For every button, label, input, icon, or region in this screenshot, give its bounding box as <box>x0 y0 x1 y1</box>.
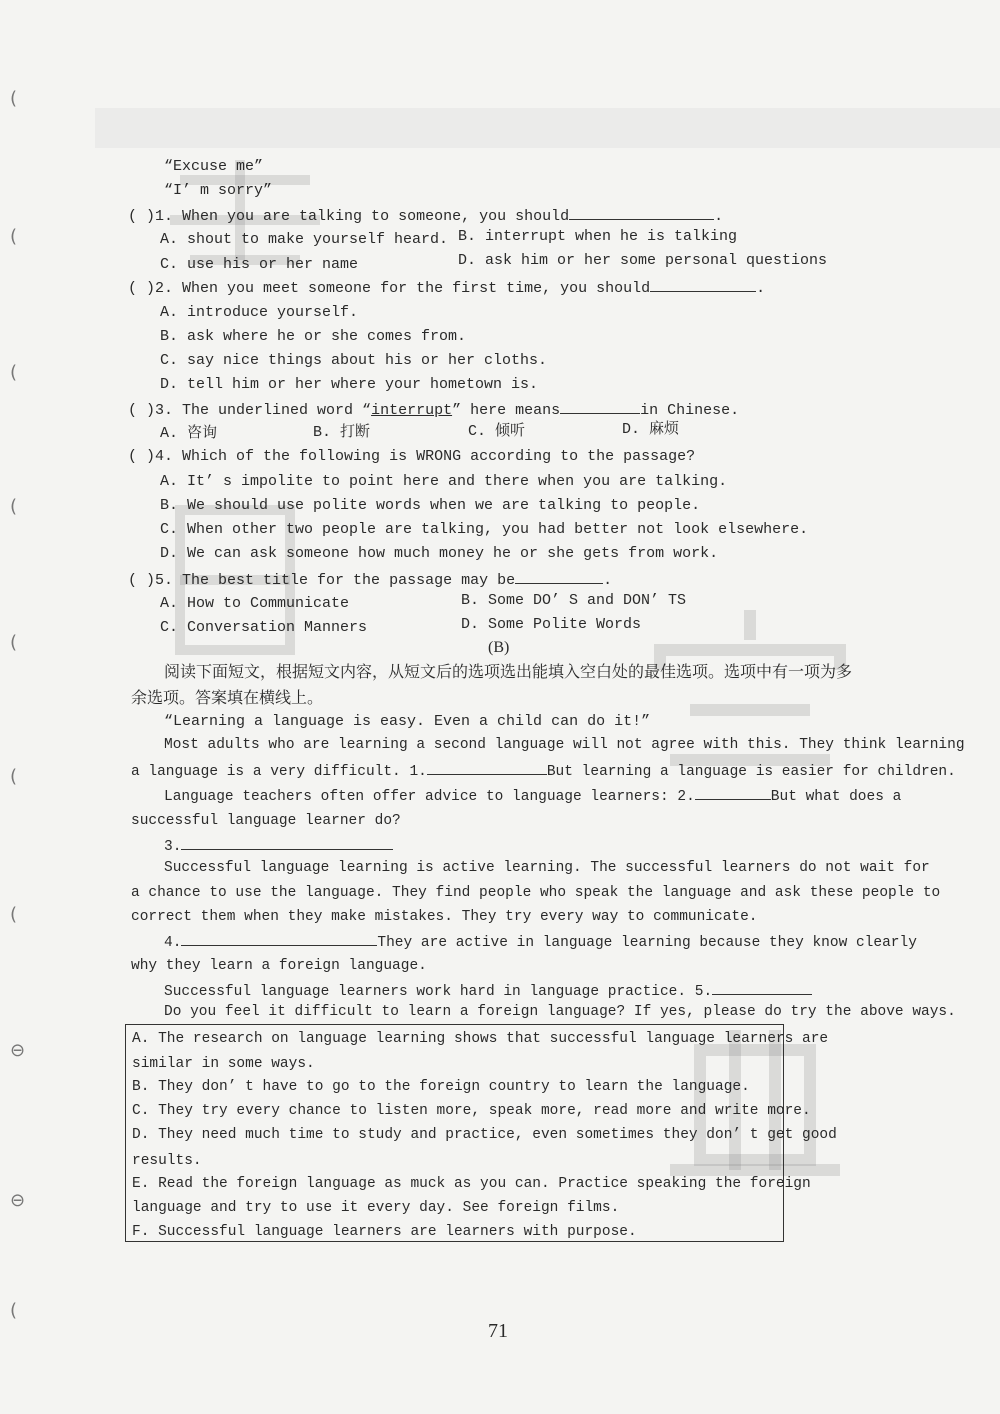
passage-line: 3. <box>164 835 393 857</box>
binding-hole: ⊖ <box>10 1190 26 1211</box>
box-line: D. They need much time to study and practice, even sometimes they don’ t get good <box>132 1127 837 1143</box>
box-line: A. The research on language learning shows that successful language learners are <box>132 1031 829 1047</box>
question-number: ( )3. <box>128 402 174 419</box>
question-number: ( )2. <box>128 280 174 297</box>
answer-blank-4[interactable] <box>181 931 377 946</box>
option: A. shout to make yourself heard. <box>160 231 449 248</box>
option: D. Some Polite Words <box>461 616 642 633</box>
box-line: results. <box>132 1153 202 1169</box>
question-5: ( )5. The best title for the passage may be . <box>128 569 612 591</box>
answer-blank[interactable] <box>569 205 714 220</box>
question-number: ( )5. <box>128 572 174 589</box>
box-line: C. They try every chance to listen more, speak more, read more and write more. <box>132 1103 811 1119</box>
question-stem: When you meet someone for the first time, you should <box>182 280 651 297</box>
answer-blank[interactable] <box>560 399 640 414</box>
option: D. We can ask someone how much money he or she gets from work. <box>160 545 719 562</box>
header-band <box>95 108 1000 148</box>
question-2: ( )2. When you meet someone for the first time, you should . <box>128 277 765 299</box>
binding-hole: ( <box>10 632 18 653</box>
passage-line: correct them when they make mistakes. They try every way to communicate. <box>131 909 758 925</box>
question-number: ( )4. <box>128 448 174 465</box>
box-line: B. They don’ t have to go to the foreign country to learn the language. <box>132 1079 750 1095</box>
option: D. 麻烦 <box>622 421 680 438</box>
answer-blank-1[interactable] <box>427 760 547 775</box>
option: A. 咨询 <box>160 425 218 442</box>
underlined-word: interrupt <box>371 402 453 419</box>
passage-line: a chance to use the language. They find people who speak the language and ask these people to <box>131 885 941 901</box>
option: A. It’ s impolite to point here and there when you are talking. <box>160 473 728 490</box>
answer-blank[interactable] <box>650 277 756 292</box>
binding-hole: ( <box>10 496 18 517</box>
binding-hole: ( <box>10 362 18 383</box>
binding-hole: ( <box>10 904 18 925</box>
answer-blank-5[interactable] <box>712 980 812 995</box>
passage-line: Successful language learning is active learning. The successful learners do not wait for <box>164 860 930 876</box>
question-3: ( )3. The underlined word “interrupt” here means in Chinese. <box>128 399 739 421</box>
question-stem: Which of the following is WRONG according to the passage? <box>182 448 696 465</box>
box-line: similar in some ways. <box>132 1056 315 1072</box>
box-line: E. Read the foreign language as muck as you can. Practice speaking the foreign <box>132 1176 811 1192</box>
page-number: 71 <box>488 1320 508 1342</box>
passage-line: 4. They are active in language learning because they know clearly <box>164 931 917 953</box>
passage-line: Language teachers often offer advice to language learners: 2. But what does a <box>164 785 901 807</box>
option: C. Conversation Manners <box>160 619 368 636</box>
passage-line: a language is a very difficult. 1. But learning a language is easier for children. <box>131 760 956 782</box>
option: C. use his or her name <box>160 256 359 273</box>
option: C. When other two people are talking, you had better not look elsewhere. <box>160 521 809 538</box>
passage-line: Successful language learners work hard in language practice. 5. <box>164 980 812 1002</box>
passage-quote: “Learning a language is easy. Even a child can do it!” <box>164 713 651 730</box>
question-number: ( )1. <box>128 208 174 225</box>
option: B. 打断 <box>313 424 371 441</box>
instructions: 阅读下面短文，根据短文内容，从短文后的选项选出能填入空白处的最佳选项。选项中有一项为多 <box>164 662 853 681</box>
binding-hole: ⊖ <box>10 1040 26 1061</box>
box-line: language and try to use it every day. See foreign films. <box>132 1200 620 1216</box>
box-line: F. Successful language learners are learners with purpose. <box>132 1224 637 1240</box>
option: B. Some DO’ S and DON’ TS <box>461 592 687 609</box>
binding-hole: ( <box>10 226 18 247</box>
dialogue-line: “Excuse me” <box>164 158 264 175</box>
passage-line: why they learn a foreign language. <box>131 958 427 974</box>
option: A. How to Communicate <box>160 595 350 612</box>
answer-blank-2[interactable] <box>695 785 771 800</box>
question-stem: The best title for the passage may be <box>182 572 516 589</box>
option: C. say nice things about his or her cloths. <box>160 352 548 369</box>
option: B. interrupt when he is talking <box>458 228 738 245</box>
answer-blank-3[interactable] <box>181 835 393 850</box>
dialogue-line: “I’ m sorry” <box>164 182 273 199</box>
section-label: (B) <box>488 639 510 656</box>
answer-blank[interactable] <box>515 569 603 584</box>
option: D. tell him or her where your hometown is. <box>160 376 539 393</box>
question-stem: When you are talking to someone, you should <box>182 208 570 225</box>
passage-line: Do you feel it difficult to learn a foreign language? If yes, please do try the above ways. <box>164 1004 956 1020</box>
passage-line: successful language learner do? <box>131 813 401 829</box>
binding-hole: ( <box>10 1300 18 1321</box>
passage-line: Most adults who are learning a second language will not agree with this. They think learning <box>164 737 965 753</box>
option: C. 倾听 <box>468 423 526 440</box>
question-1: ( )1. When you are talking to someone, you should . <box>128 205 723 227</box>
binding-hole: ( <box>10 766 18 787</box>
binding-hole: ( <box>10 88 18 109</box>
question-4 <box>128 447 695 467</box>
option: B. ask where he or she comes from. <box>160 328 467 345</box>
option: D. ask him or her some personal questions <box>458 252 828 269</box>
option: B. We should use polite words when we are talking to people. <box>160 497 701 514</box>
option: A. introduce yourself. <box>160 304 359 321</box>
instructions: 余选项。答案填在横线上。 <box>131 688 324 707</box>
